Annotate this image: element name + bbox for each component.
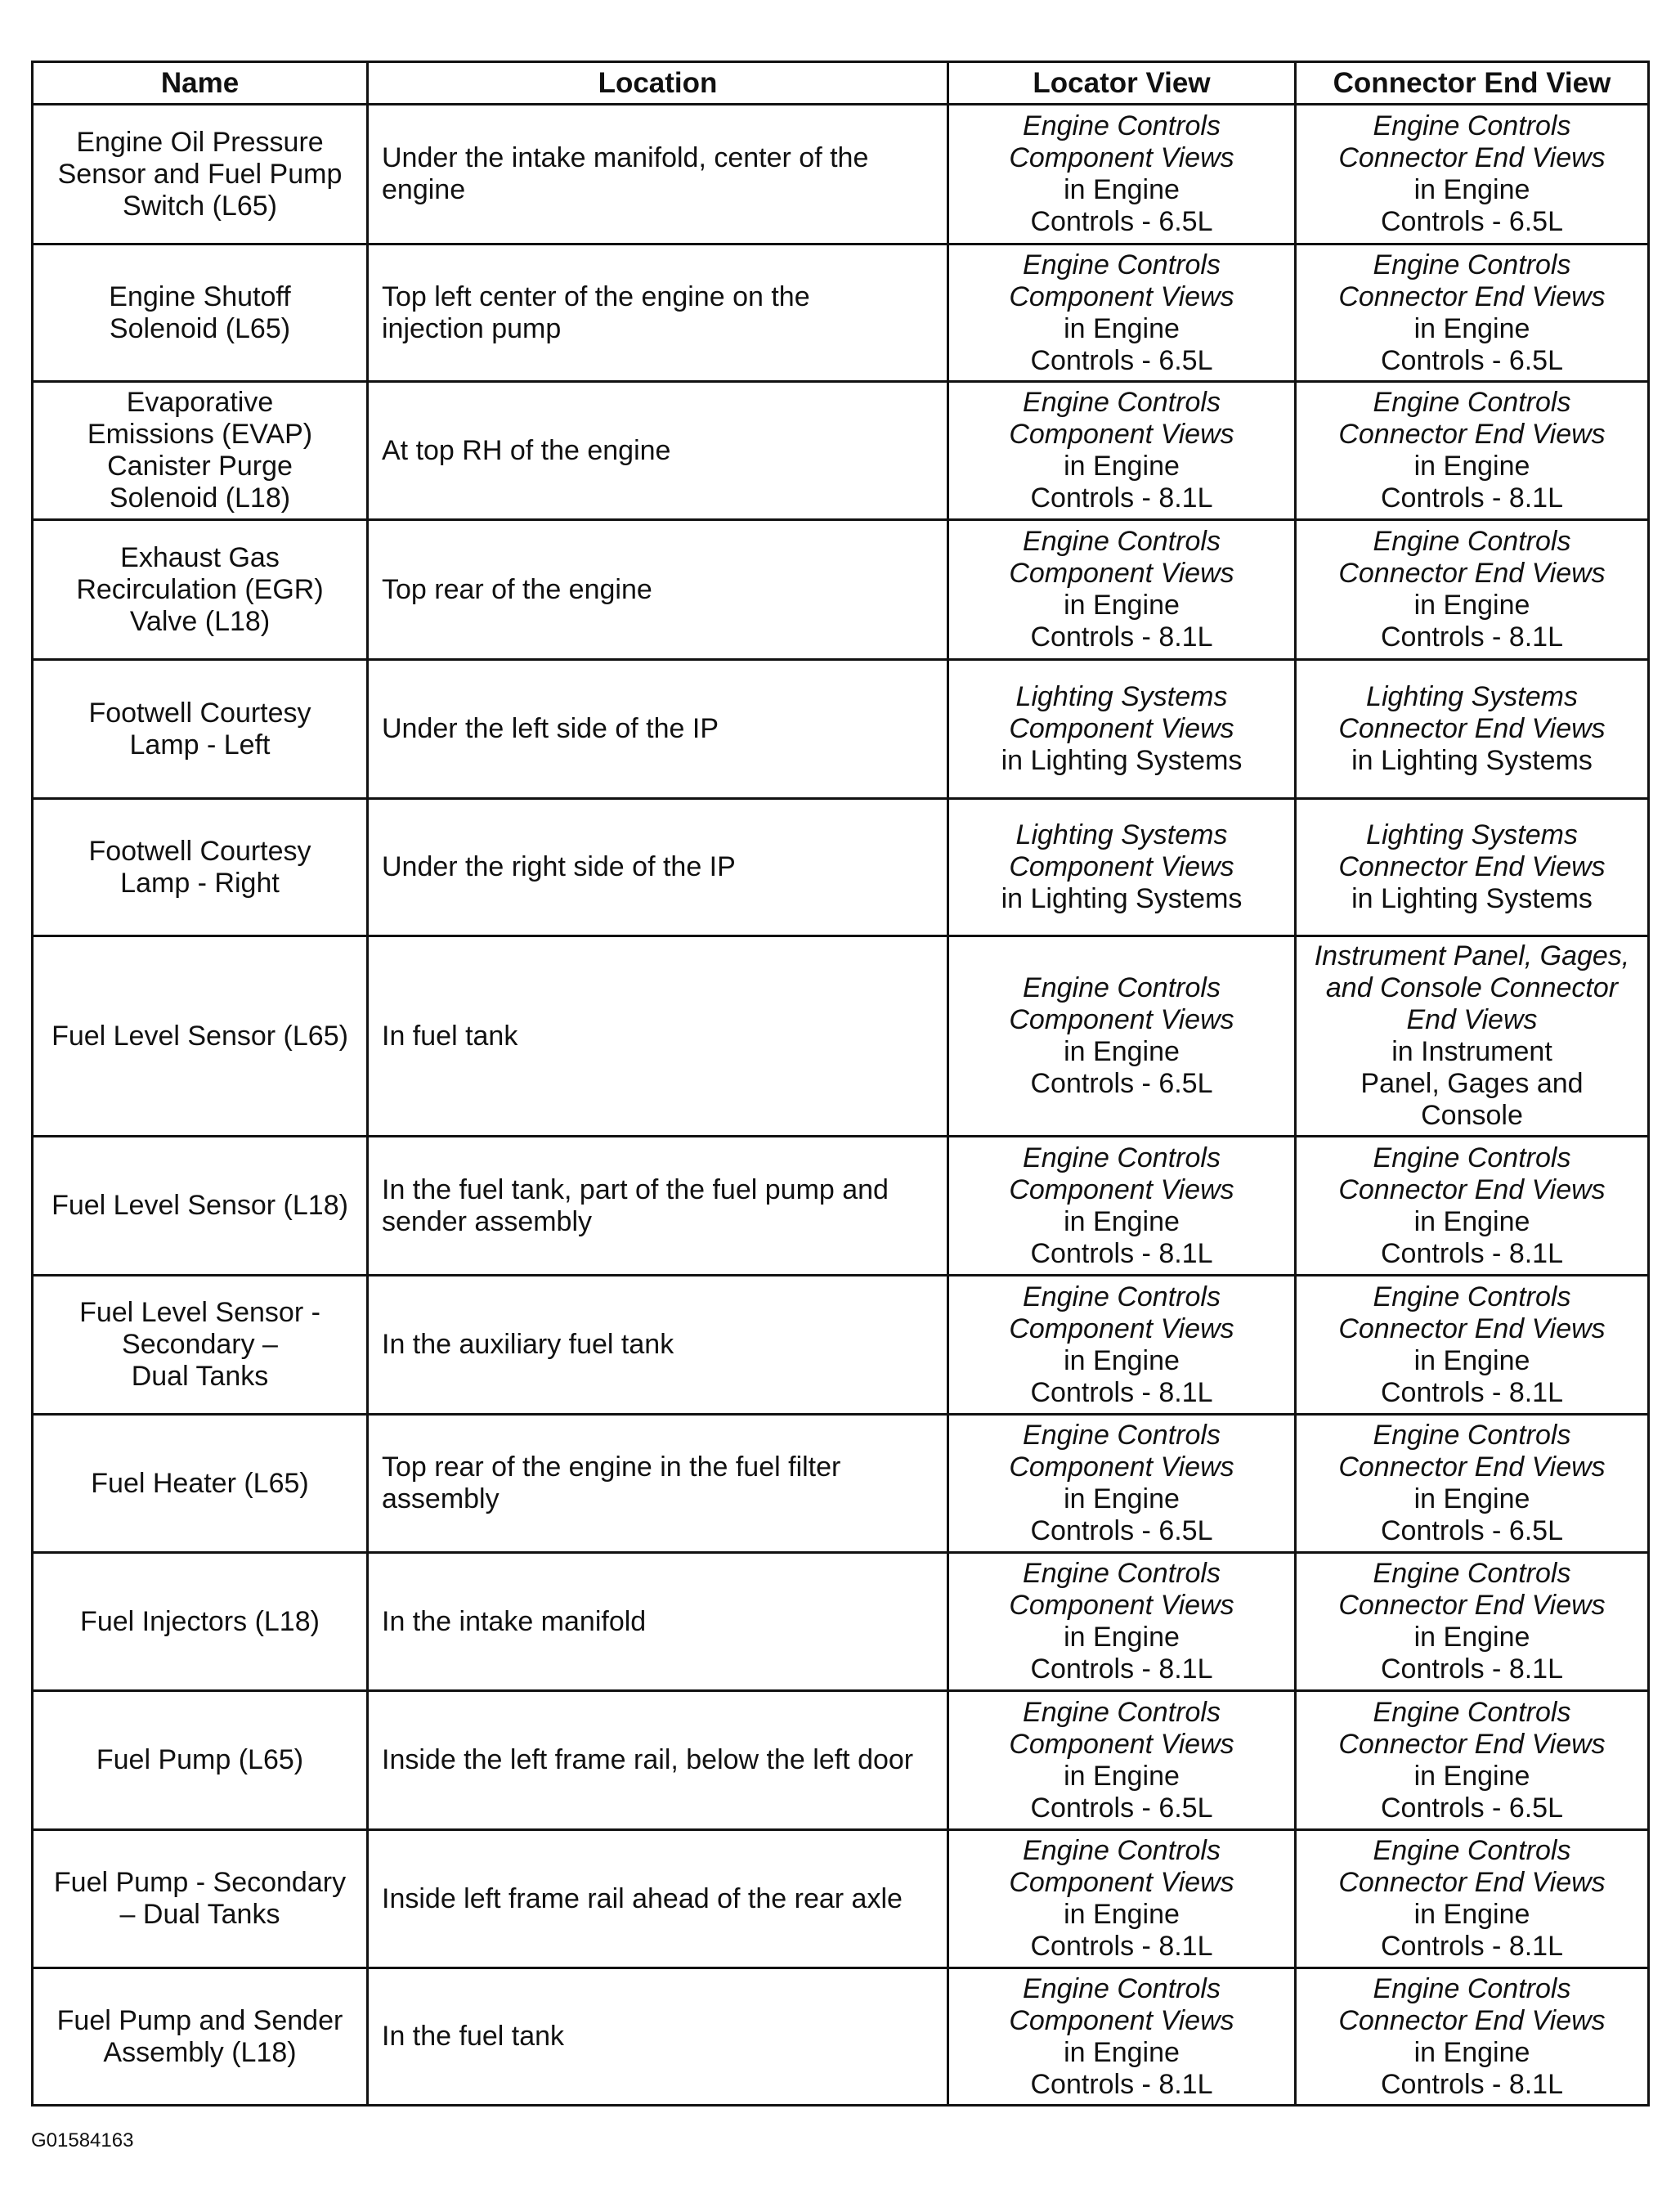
cell-line: in Engine	[1413, 312, 1530, 344]
cell-line: Controls - 8.1L	[1030, 2068, 1213, 2100]
cell-location	[368, 245, 948, 382]
cell-line: Engine Controls	[1023, 1281, 1221, 1312]
cell-line: Inside the left frame rail, below the left door	[382, 1744, 914, 1775]
cell-line: in Lighting Systems	[1001, 745, 1243, 776]
cell-name	[33, 799, 368, 936]
table-row	[33, 1553, 1649, 1691]
table-row	[33, 1276, 1649, 1415]
table-row	[33, 1137, 1649, 1276]
table-row	[33, 245, 1649, 382]
cell-location	[368, 105, 948, 245]
cell-line: Fuel Level Sensor -	[79, 1297, 320, 1328]
cell-line: Connector End Views	[1338, 1867, 1606, 1898]
cell-line: Component Views	[1009, 1590, 1234, 1621]
cell-line: Controls - 6.5L	[1030, 1515, 1213, 1546]
cell-line: Connector End Views	[1338, 1312, 1606, 1344]
cell-locator-view	[948, 936, 1296, 1137]
cell-line: Lighting Systems	[1366, 681, 1578, 712]
cell-line: in Engine	[1413, 451, 1530, 482]
cell-line: Component Views	[1009, 1451, 1234, 1483]
cell-name	[33, 1553, 368, 1691]
cell-line: Under the left side of the IP	[382, 713, 719, 744]
component-locations-table	[31, 61, 1650, 2107]
cell-connector-end-view	[1296, 1276, 1649, 1415]
cell-location	[368, 1968, 948, 2106]
cell-line: Engine Controls	[1373, 1142, 1571, 1173]
cell-line: engine	[382, 174, 466, 205]
table-row	[33, 105, 1649, 245]
cell-line: in Engine	[1064, 1760, 1180, 1792]
cell-connector-end-view	[1296, 1415, 1649, 1553]
cell-line: Component Views	[1009, 1728, 1234, 1760]
cell-location	[368, 382, 948, 520]
cell-line: in Lighting Systems	[1351, 883, 1593, 914]
cell-line: Connector End Views	[1338, 1590, 1606, 1621]
table-row	[33, 1968, 1649, 2106]
cell-line: Component Views	[1009, 280, 1234, 312]
cell-locator-view	[948, 105, 1296, 245]
cell-line: Instrument Panel, Gages,	[1314, 940, 1630, 971]
cell-line: in Engine	[1413, 1344, 1530, 1376]
cell-line: In the fuel tank, part of the fuel pump and	[382, 1173, 889, 1205]
cell-name	[33, 1968, 368, 2106]
cell-line: Component Views	[1009, 2004, 1234, 2036]
cell-line: Connector End Views	[1338, 419, 1606, 450]
header-row	[33, 62, 1649, 105]
cell-name	[33, 1276, 368, 1415]
cell-connector-end-view	[1296, 105, 1649, 245]
cell-name	[33, 1691, 368, 1830]
cell-line: Footwell Courtesy	[88, 697, 311, 729]
cell-locator-view	[948, 1415, 1296, 1553]
cell-line: and Console Connector	[1325, 972, 1619, 1003]
cell-line: Engine Controls	[1373, 1281, 1571, 1312]
cell-connector-end-view	[1296, 1691, 1649, 1830]
cell-line: in Engine	[1064, 1622, 1180, 1653]
cell-line: Controls - 8.1L	[1381, 2068, 1563, 2100]
cell-line: in Engine	[1413, 2036, 1530, 2068]
cell-line: Canister Purge	[107, 451, 293, 482]
cell-connector-end-view	[1296, 245, 1649, 382]
cell-line: in Engine	[1064, 1036, 1180, 1067]
cell-line: Fuel Pump (L65)	[96, 1744, 304, 1775]
cell-line: in Engine	[1064, 1899, 1180, 1930]
cell-locator-view	[948, 1830, 1296, 1968]
cell-line: Controls - 6.5L	[1030, 1792, 1213, 1824]
cell-line: In the fuel tank	[382, 2021, 565, 2052]
cell-locator-view	[948, 1968, 1296, 2106]
cell-line: Console	[1421, 1100, 1523, 1131]
cell-connector-end-view	[1296, 1137, 1649, 1276]
cell-location	[368, 799, 948, 936]
cell-line: in Engine	[1064, 1483, 1180, 1514]
cell-location	[368, 520, 948, 660]
cell-line: Engine Oil Pressure	[76, 126, 324, 158]
cell-line: in Engine	[1064, 451, 1180, 482]
header-name: Name	[33, 62, 368, 105]
cell-line: in Engine	[1413, 1899, 1530, 1930]
cell-line: in Engine	[1413, 1622, 1530, 1653]
cell-line: Top rear of the engine in the fuel filter	[382, 1451, 841, 1483]
cell-line: Engine Controls	[1373, 1558, 1571, 1589]
cell-location	[368, 1276, 948, 1415]
cell-location	[368, 1415, 948, 1553]
table-row	[33, 660, 1649, 799]
cell-line: Lamp - Left	[129, 729, 271, 761]
cell-line: Controls - 8.1L	[1381, 1376, 1563, 1408]
cell-line: Controls - 8.1L	[1381, 482, 1563, 514]
cell-line: Lighting Systems	[1015, 681, 1228, 712]
cell-line: Component Views	[1009, 419, 1234, 450]
table-row	[33, 1415, 1649, 1553]
cell-line: in Engine	[1064, 174, 1180, 205]
cell-locator-view	[948, 660, 1296, 799]
cell-line: Assembly (L18)	[103, 2036, 297, 2068]
cell-line: Solenoid (L18)	[109, 482, 291, 514]
cell-line: in Engine	[1064, 2036, 1180, 2068]
cell-line: In the auxiliary fuel tank	[382, 1329, 674, 1360]
cell-line: Secondary –	[122, 1329, 278, 1360]
cell-connector-end-view	[1296, 936, 1649, 1137]
cell-name	[33, 520, 368, 660]
cell-line: Controls - 6.5L	[1030, 206, 1213, 237]
header-location: Location	[368, 62, 948, 105]
cell-line: Controls - 6.5L	[1381, 206, 1563, 237]
cell-location	[368, 660, 948, 799]
cell-line: Engine Controls	[1023, 526, 1221, 557]
cell-line: Fuel Heater (L65)	[91, 1467, 309, 1499]
cell-name	[33, 1137, 368, 1276]
cell-line: Sensor and Fuel Pump	[57, 158, 343, 190]
cell-line: Under the right side of the IP	[382, 851, 736, 882]
cell-line: sender assembly	[382, 1205, 593, 1237]
cell-line: Top rear of the engine	[382, 573, 652, 605]
cell-line: Top left center of the engine on the	[382, 280, 810, 312]
cell-line: Lighting Systems	[1015, 819, 1228, 850]
cell-locator-view	[948, 1137, 1296, 1276]
cell-location	[368, 1830, 948, 1968]
cell-line: in Engine	[1064, 312, 1180, 344]
cell-line: Engine Shutoff	[109, 280, 291, 312]
cell-line: Controls - 6.5L	[1030, 1068, 1213, 1099]
figure-id: G01584163	[31, 2129, 134, 2151]
cell-line: Controls - 8.1L	[1030, 1237, 1213, 1269]
cell-line: in Engine	[1413, 1205, 1530, 1237]
cell-line: Controls - 8.1L	[1381, 621, 1563, 653]
table-row	[33, 1830, 1649, 1968]
cell-line: Emissions (EVAP)	[87, 419, 313, 450]
table-row	[33, 520, 1649, 660]
cell-line: Valve (L18)	[129, 605, 271, 637]
cell-connector-end-view	[1296, 520, 1649, 660]
cell-line: Component Views	[1009, 1867, 1234, 1898]
cell-line: Engine Controls	[1373, 526, 1571, 557]
cell-line: Component Views	[1009, 851, 1234, 882]
cell-line: Evaporative	[126, 387, 274, 418]
cell-line: Exhaust Gas	[120, 541, 280, 573]
cell-locator-view	[948, 799, 1296, 936]
cell-line: Solenoid (L65)	[109, 312, 291, 344]
cell-line: injection pump	[382, 312, 562, 344]
cell-line: Engine Controls	[1023, 110, 1221, 141]
cell-line: Fuel Injectors (L18)	[80, 1605, 320, 1637]
cell-line: Engine Controls	[1373, 1696, 1571, 1728]
table-row	[33, 936, 1649, 1137]
cell-line: Connector End Views	[1338, 142, 1606, 173]
cell-locator-view	[948, 1691, 1296, 1830]
cell-connector-end-view	[1296, 1553, 1649, 1691]
cell-location	[368, 1691, 948, 1830]
cell-line: Controls - 8.1L	[1381, 1653, 1563, 1685]
cell-line: At top RH of the engine	[382, 434, 671, 466]
cell-line: Component Views	[1009, 558, 1234, 589]
cell-line: in Lighting Systems	[1351, 745, 1593, 776]
cell-line: in Engine	[1064, 1205, 1180, 1237]
cell-name	[33, 660, 368, 799]
cell-line: Inside left frame rail ahead of the rear axle	[382, 1882, 903, 1914]
cell-line: in Engine	[1064, 590, 1180, 621]
cell-connector-end-view	[1296, 660, 1649, 799]
cell-line: Component Views	[1009, 1173, 1234, 1205]
cell-connector-end-view	[1296, 1830, 1649, 1968]
table-row	[33, 1691, 1649, 1830]
cell-line: Engine Controls	[1373, 387, 1571, 418]
cell-line: Controls - 8.1L	[1030, 482, 1213, 514]
cell-line: Connector End Views	[1338, 2004, 1606, 2036]
cell-connector-end-view	[1296, 1968, 1649, 2106]
cell-line: Lamp - Right	[120, 867, 280, 899]
cell-name	[33, 936, 368, 1137]
cell-line: In fuel tank	[382, 1020, 518, 1052]
cell-line: Controls - 8.1L	[1030, 621, 1213, 653]
cell-line: Fuel Pump and Sender	[56, 2004, 343, 2036]
cell-line: Engine Controls	[1023, 1420, 1221, 1451]
cell-line: Engine Controls	[1023, 1835, 1221, 1866]
table-row	[33, 382, 1649, 520]
cell-line: in Instrument	[1391, 1036, 1552, 1067]
cell-line: Dual Tanks	[131, 1361, 269, 1392]
cell-line: Component Views	[1009, 1312, 1234, 1344]
cell-line: Engine Controls	[1023, 249, 1221, 280]
cell-name	[33, 382, 368, 520]
cell-line: Connector End Views	[1338, 1173, 1606, 1205]
cell-line: Controls - 8.1L	[1030, 1376, 1213, 1408]
header-locator-view: Locator View	[948, 62, 1296, 105]
cell-line: Under the intake manifold, center of the	[382, 142, 869, 173]
cell-line: in Engine	[1064, 1344, 1180, 1376]
cell-line: Fuel Pump - Secondary	[53, 1867, 347, 1898]
cell-line: assembly	[382, 1483, 500, 1514]
cell-line: Engine Controls	[1023, 1972, 1221, 2004]
cell-line: Engine Controls	[1373, 1835, 1571, 1866]
table-body	[33, 105, 1649, 2106]
cell-line: – Dual Tanks	[119, 1899, 280, 1930]
cell-line: Controls - 6.5L	[1381, 1792, 1563, 1824]
cell-locator-view	[948, 1276, 1296, 1415]
cell-line: Controls - 6.5L	[1381, 344, 1563, 376]
cell-line: in Engine	[1413, 1483, 1530, 1514]
cell-line: in Engine	[1413, 1760, 1530, 1792]
cell-location	[368, 1137, 948, 1276]
cell-locator-view	[948, 520, 1296, 660]
cell-locator-view	[948, 1553, 1296, 1691]
cell-line: Recirculation (EGR)	[76, 573, 324, 605]
cell-line: Engine Controls	[1373, 1420, 1571, 1451]
table-row	[33, 799, 1649, 936]
cell-line: Engine Controls	[1373, 1972, 1571, 2004]
cell-line: Fuel Level Sensor (L18)	[52, 1190, 348, 1221]
cell-line: in Lighting Systems	[1001, 883, 1243, 914]
cell-connector-end-view	[1296, 799, 1649, 936]
cell-name	[33, 1415, 368, 1553]
cell-line: Component Views	[1009, 713, 1234, 744]
cell-line: Connector End Views	[1338, 1728, 1606, 1760]
header-connector-end-view: Connector End View	[1296, 62, 1649, 105]
cell-line: Switch (L65)	[123, 190, 277, 222]
cell-line: Engine Controls	[1023, 1696, 1221, 1728]
cell-name	[33, 1830, 368, 1968]
cell-name	[33, 105, 368, 245]
cell-line: Engine Controls	[1023, 972, 1221, 1003]
cell-line: Connector End Views	[1338, 280, 1606, 312]
cell-connector-end-view	[1296, 382, 1649, 520]
cell-line: Component Views	[1009, 1004, 1234, 1035]
cell-line: Footwell Courtesy	[88, 835, 311, 867]
cell-line: Engine Controls	[1373, 249, 1571, 280]
cell-line: In the intake manifold	[382, 1605, 647, 1637]
cell-line: Engine Controls	[1373, 110, 1571, 141]
cell-line: Panel, Gages and	[1360, 1068, 1584, 1099]
cell-line: Controls - 8.1L	[1030, 1653, 1213, 1685]
cell-location	[368, 1553, 948, 1691]
cell-line: Controls - 8.1L	[1381, 1931, 1563, 1962]
cell-line: Connector End Views	[1338, 851, 1606, 882]
cell-line: Engine Controls	[1023, 387, 1221, 418]
cell-line: Engine Controls	[1023, 1142, 1221, 1173]
cell-line: in Engine	[1413, 174, 1530, 205]
cell-location	[368, 936, 948, 1137]
cell-locator-view	[948, 245, 1296, 382]
cell-line: Fuel Level Sensor (L65)	[52, 1020, 348, 1052]
cell-line: Engine Controls	[1023, 1558, 1221, 1589]
cell-line: Connector End Views	[1338, 1451, 1606, 1483]
cell-line: Controls - 6.5L	[1030, 344, 1213, 376]
cell-name	[33, 245, 368, 382]
cell-line: Connector End Views	[1338, 713, 1606, 744]
cell-line: Connector End Views	[1338, 558, 1606, 589]
cell-line: Lighting Systems	[1366, 819, 1578, 850]
cell-line: End Views	[1406, 1004, 1538, 1035]
cell-line: Controls - 6.5L	[1381, 1515, 1563, 1546]
cell-locator-view	[948, 382, 1296, 520]
cell-line: Controls - 8.1L	[1030, 1931, 1213, 1962]
cell-line: Controls - 8.1L	[1381, 1237, 1563, 1269]
cell-line: Component Views	[1009, 142, 1234, 173]
cell-line: in Engine	[1413, 590, 1530, 621]
